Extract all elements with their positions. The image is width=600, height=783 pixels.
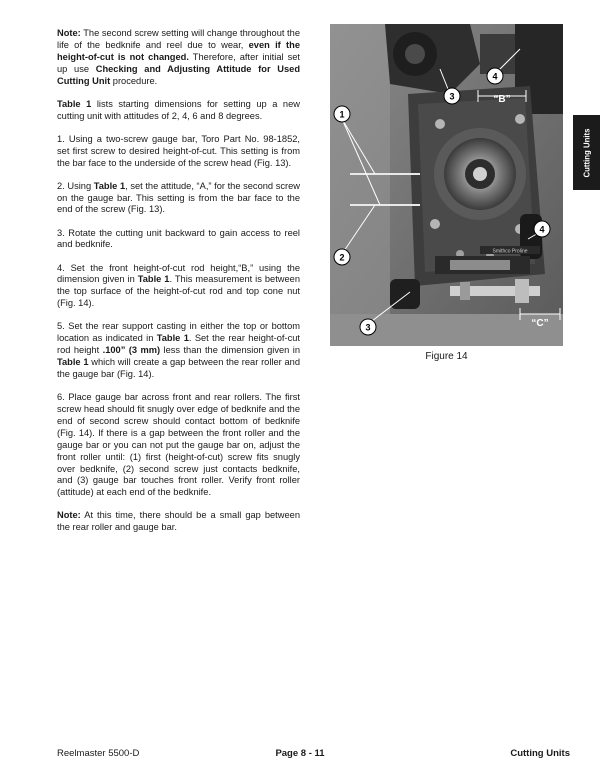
step-3: 3. Rotate the cutting unit backward to gain access to reel and bedknife.	[57, 227, 300, 250]
svg-text:3: 3	[365, 322, 371, 333]
text-column	[57, 28, 300, 534]
step-4: 4. Set the front height-of-cut rod height,“B,” using the dimension given in Table 1. This measurement is between the top surface of the height-of-cut rod and top cone nut (Fig. 14).	[57, 262, 300, 309]
note-paragraph-2: Note: At this time, there should be a small gap between the rear roller and gauge bar.	[57, 510, 300, 533]
table-intro-paragraph: Table 1 lists starting dimensions for setting up a new cutting unit with attitudes of 2, 4, 6 and 8 degrees.	[57, 98, 300, 121]
svg-text:4: 4	[492, 71, 498, 82]
dimension-c-label: “C”	[531, 318, 549, 329]
callout-4-top	[487, 68, 503, 84]
callout-3-top	[444, 88, 460, 104]
svg-text:2: 2	[339, 252, 345, 263]
plate-label: Smithco Proline	[492, 248, 528, 255]
svg-text:3: 3	[449, 91, 455, 102]
footer-section-name: Cutting Units	[510, 748, 570, 759]
step-1: 1. Using a two-screw gauge bar, Toro Part No. 98-1852, set first screw to desired height-of-cut. This setting is from the bar face to the underside of the screw head (Fig. 13).	[57, 133, 300, 168]
callout-2	[334, 249, 350, 265]
callout-3-bottom	[360, 319, 376, 335]
step-2: 2. Using Table 1, set the attitude, “A,” for the second screw on the gauge bar. This setting is from the bar face to the end of the screw (Fig. 13).	[57, 180, 300, 215]
figure-14-photo	[330, 24, 563, 346]
section-side-tab	[573, 115, 600, 190]
footer-product-name: Reelmaster 5500-D	[57, 748, 140, 759]
callout-1	[334, 106, 350, 122]
dimension-b-label: “B”	[493, 94, 511, 105]
footer-page-number: Page 8 - 11	[275, 748, 325, 759]
cutting-unit-photo	[330, 24, 563, 346]
step-5: 5. Set the rear support casting in either the top or bottom location as indicated in Table 1. Set the rear height-of-cut rod height .100” (3 mm) less than the dimension given in Table 1 which will create a gap between the rear roller and the gauge bar (Fig. 14).	[57, 321, 300, 379]
note-paragraph-1: Note: The second screw setting will change throughout the life of the bedknife and reel due to wear, even if the height-of-cut is not changed. Therefore, after initial set up use Checking and Adjusting Attitude for Used Cutting Unit procedure.	[57, 28, 301, 86]
svg-text:1: 1	[339, 109, 345, 120]
callout-4-right	[534, 221, 550, 237]
section-side-tab-label: Cutting Units	[582, 128, 591, 177]
svg-text:4: 4	[539, 224, 545, 235]
figure-caption: Figure 14	[425, 351, 468, 362]
step-6: 6. Place gauge bar across front and rear rollers. The first screw head should fit snugly over edge of bedknife and the end of second screw should contact bottom of bedknife (Fig. 14). If there is a gap between the front roller and the gauge bar or you can not put the gauge bar on, adjust the front roller until: (1) first (height-of-cut) screw fits snugly over bedknife, (2) second screw just contacts bedknife, and (3) gauge bar touches front roller. Verify front roller (attitude) at each end of the bedknife.	[57, 392, 300, 498]
